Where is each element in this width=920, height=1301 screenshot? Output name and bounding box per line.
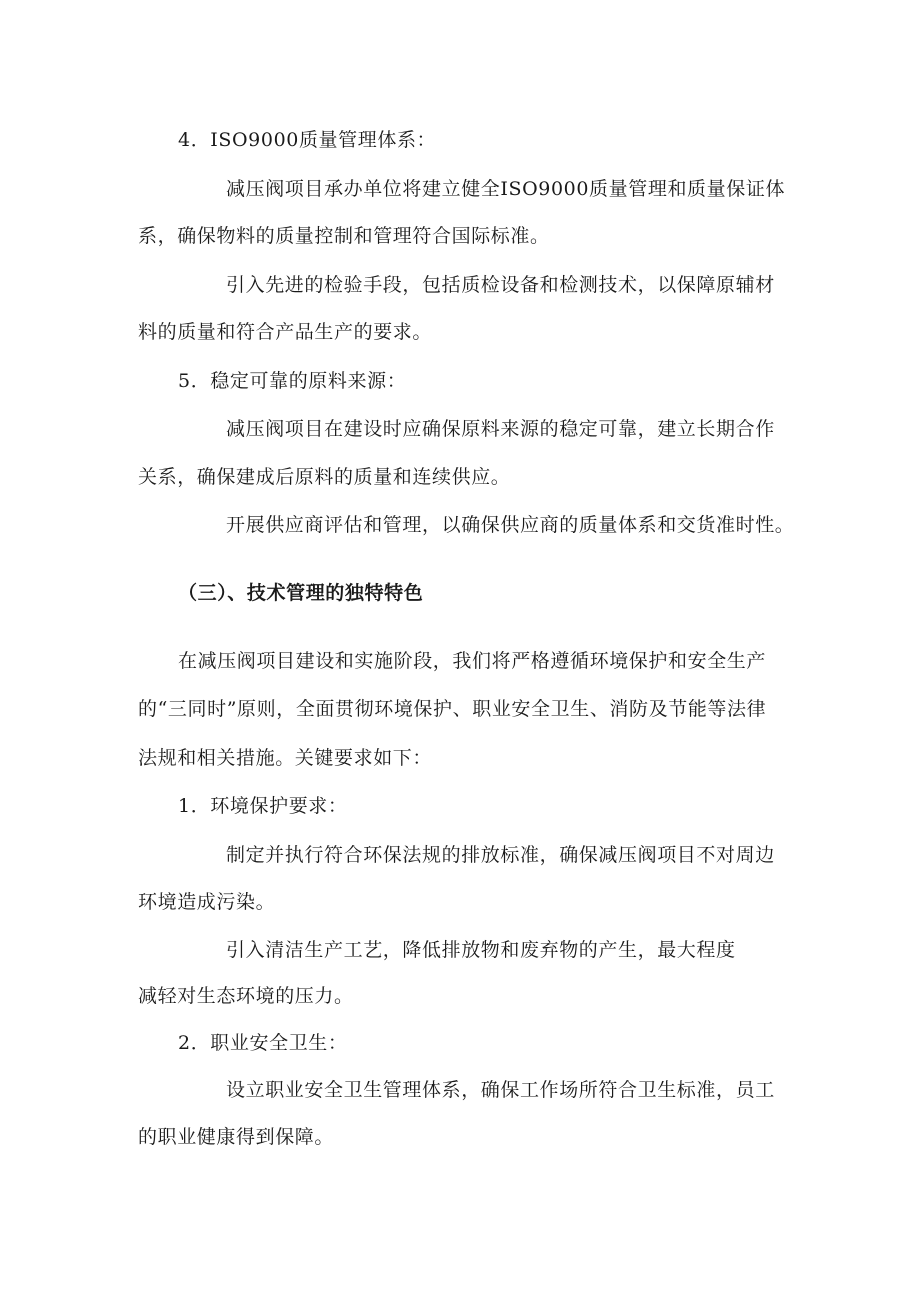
paragraph-line: 在减压阀项目建设和实施阶段，我们将严格遵循环境保护和安全生产: [178, 650, 767, 672]
paragraph-line: 制定并执行符合环保法规的排放标准，确保减压阀项目不对周边: [226, 844, 775, 866]
list-item-heading-5: 5．稳定可靠的原料来源：: [178, 370, 407, 392]
paragraph-line: 开展供应商评估和管理，以确保供应商的质量体系和交货准时性。: [226, 514, 795, 536]
paragraph-line: 关系，确保建成后原料的质量和连续供应。: [138, 466, 511, 488]
paragraph-line: 减压阀项目在建设时应确保原料来源的稳定可靠，建立长期合作: [226, 418, 775, 440]
paragraph-line: 减轻对生态环境的压力。: [138, 985, 354, 1007]
paragraph-line: 的“三同时”原则，全面贯彻环境保护、职业安全卫生、消防及节能等法律: [138, 698, 767, 720]
section-heading: （三）、技术管理的独特特色: [178, 582, 424, 604]
paragraph-line: 系，确保物料的质量控制和管理符合国际标准。: [138, 225, 550, 247]
list-item-heading-4: 4．ISO9000质量管理体系：: [178, 129, 437, 151]
paragraph-line: 的职业健康得到保障。: [138, 1126, 335, 1148]
paragraph-line: 环境造成污染。: [138, 891, 276, 913]
paragraph-line: 法规和相关措施。关键要求如下：: [138, 747, 433, 769]
paragraph-line: 设立职业安全卫生管理体系，确保工作场所符合卫生标准，员工: [226, 1079, 775, 1101]
paragraph-line: 引入先进的检验手段，包括质检设备和检测技术，以保障原辅材: [226, 274, 775, 296]
list-item-heading-1: 1．环境保护要求：: [178, 795, 348, 817]
paragraph-line: 引入清洁生产工艺，降低排放物和废弃物的产生，最大程度: [226, 939, 736, 961]
list-item-heading-2: 2．职业安全卫生：: [178, 1032, 348, 1054]
paragraph-line: 料的质量和符合产品生产的要求。: [138, 321, 433, 343]
paragraph-line: 减压阀项目承办单位将建立健全ISO9000质量管理和质量保证体: [226, 178, 786, 200]
